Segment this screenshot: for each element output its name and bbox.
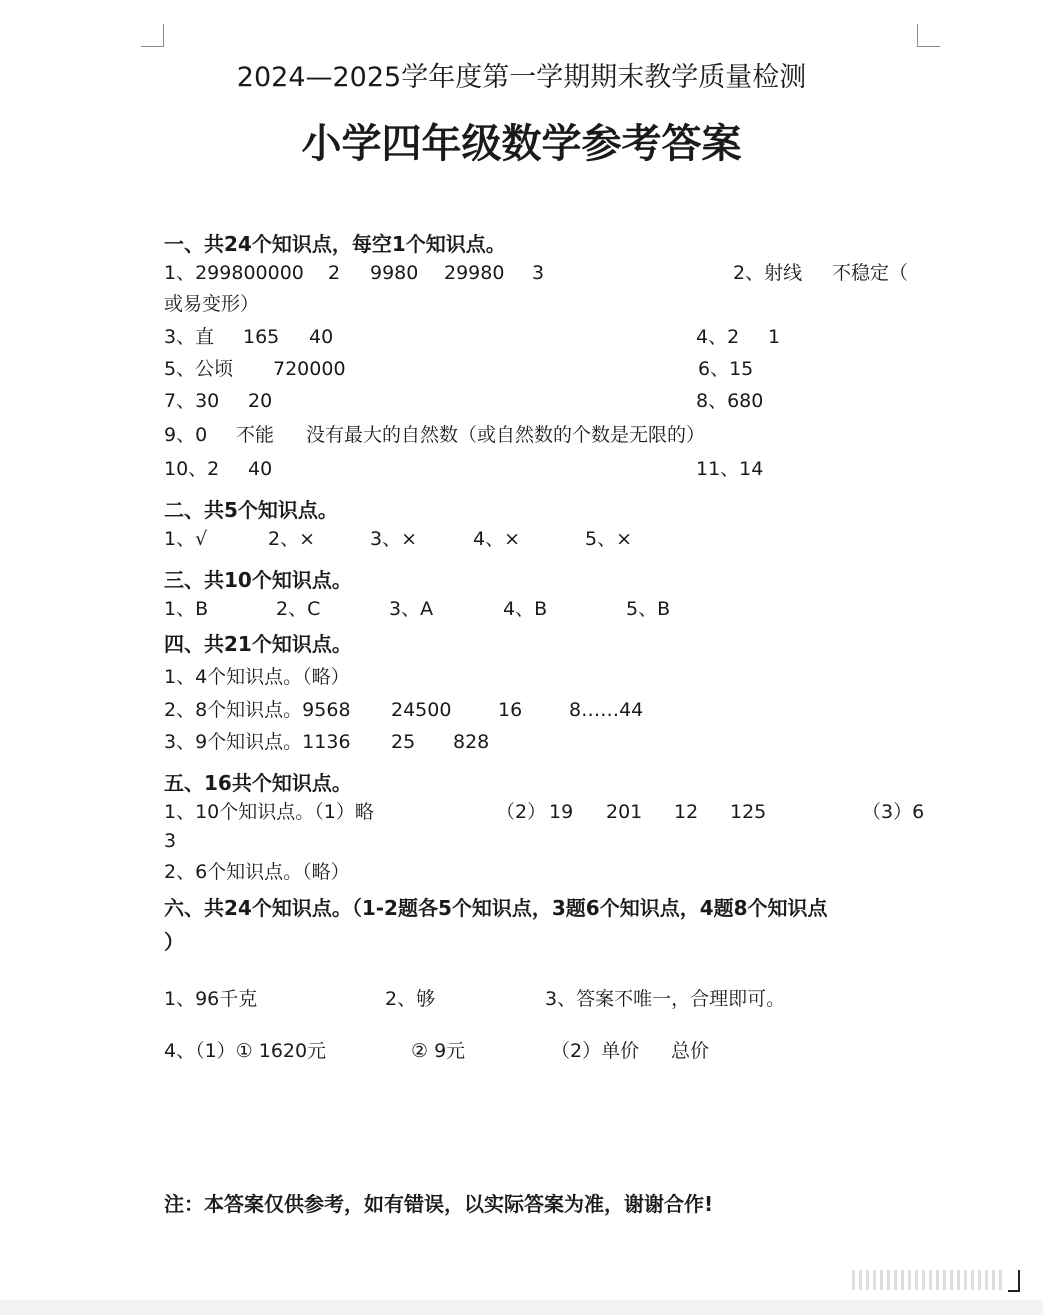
s1-answer: 5、公顷	[164, 358, 234, 380]
s4-answer: 16	[498, 699, 523, 721]
section-1-heading: 一、共24个知识点，每空1个知识点。	[164, 232, 506, 256]
s2-answer: 2、×	[268, 528, 316, 550]
s5-answer: 3	[164, 830, 177, 852]
s1-answer: 10、2	[164, 458, 220, 480]
s5-answer: 2、6个知识点。（略）	[164, 861, 350, 883]
s1-answer: 8、680	[696, 390, 764, 412]
s5-answer: 125	[730, 801, 767, 823]
s5-answer: 12	[674, 801, 699, 823]
s1-answer: 9980	[370, 262, 419, 284]
section-3-heading: 三、共10个知识点。	[164, 568, 352, 592]
exam-subtitle: 2024—2025学年度第一学期期末教学质量检测	[236, 62, 807, 93]
s1-answer: 没有最大的自然数（或自然数的个数是无限的）	[306, 424, 706, 446]
crop-mark-top-left	[141, 24, 164, 47]
section-4-heading: 四、共21个知识点。	[164, 632, 352, 656]
s6-answer: （2）单价	[551, 1040, 640, 1062]
s1-answer: 1、299800000	[164, 262, 304, 284]
s4-answer: 24500	[391, 699, 452, 721]
section-6-heading: 六、共24个知识点。（1-2题各5个知识点，3题6个知识点，4题8个知识点	[164, 896, 828, 920]
s1-answer: 不能	[236, 424, 275, 446]
s5-answer: （3）6	[862, 801, 925, 823]
s6-answer: 1、96千克	[164, 988, 258, 1010]
page-title: 小学四年级数学参考答案	[301, 121, 742, 167]
s3-answer: 1、B	[164, 598, 209, 620]
s6-answer: ② 9元	[411, 1040, 466, 1062]
s3-answer: 5、B	[626, 598, 671, 620]
crop-mark-bottom-right	[1008, 1270, 1020, 1292]
section-5-heading: 五、16共个知识点。	[164, 771, 352, 795]
s1-answer: 6、15	[698, 358, 754, 380]
s3-answer: 3、A	[389, 598, 434, 620]
s1-answer: 40	[309, 326, 334, 348]
s1-answer: 40	[248, 458, 273, 480]
s1-answer: 720000	[273, 358, 346, 380]
s4-answer: 1、4个知识点。（略）	[164, 666, 350, 688]
s4-answer: 8……44	[569, 699, 644, 721]
s1-answer: 2、射线	[733, 262, 803, 284]
s5-answer: 201	[606, 801, 643, 823]
watermark-decoration	[852, 1270, 1002, 1290]
s1-answer: 不稳定（	[832, 262, 909, 284]
s4-answer: 25	[391, 731, 416, 753]
s3-answer: 4、B	[503, 598, 548, 620]
s1-answer: 2	[328, 262, 341, 284]
s4-answer: 3、9个知识点。1136	[164, 731, 351, 753]
s3-answer: 2、C	[276, 598, 321, 620]
s6-answer: 总价	[671, 1040, 710, 1062]
s2-answer: 3、×	[370, 528, 418, 550]
footer-note: 注：本答案仅供参考，如有错误，以实际答案为准，谢谢合作!	[164, 1192, 714, 1216]
s2-answer: 1、√	[164, 528, 208, 550]
s1-answer: 20	[248, 390, 273, 412]
s2-answer: 5、×	[585, 528, 633, 550]
s4-answer: 2、8个知识点。9568	[164, 699, 351, 721]
page-bottom-strip	[0, 1300, 1043, 1315]
s2-answer: 4、×	[473, 528, 521, 550]
s1-answer: 3、直	[164, 326, 215, 348]
s1-answer: 1	[768, 326, 781, 348]
s4-answer: 828	[453, 731, 490, 753]
s1-answer: 7、30	[164, 390, 220, 412]
s1-answer: 9、0	[164, 424, 208, 446]
s1-answer: 3	[532, 262, 545, 284]
s6-answer: 2、够	[385, 988, 436, 1010]
s5-answer: （2）	[496, 801, 547, 823]
s1-answer: 4、2	[696, 326, 740, 348]
crop-mark-top-right	[917, 24, 940, 47]
section-2-heading: 二、共5个知识点。	[164, 498, 338, 522]
section-6-heading-cont: ）	[164, 930, 184, 954]
s6-answer: 4、（1）① 1620元	[164, 1040, 327, 1062]
s6-answer: 3、答案不唯一，合理即可。	[545, 988, 786, 1010]
s1-answer: 或易变形）	[164, 293, 260, 315]
s5-answer: 19	[549, 801, 574, 823]
s5-answer: 1、10个知识点。（1）略	[164, 801, 374, 823]
s1-answer: 29980	[444, 262, 505, 284]
s1-answer: 11、14	[696, 458, 764, 480]
s1-answer: 165	[243, 326, 280, 348]
